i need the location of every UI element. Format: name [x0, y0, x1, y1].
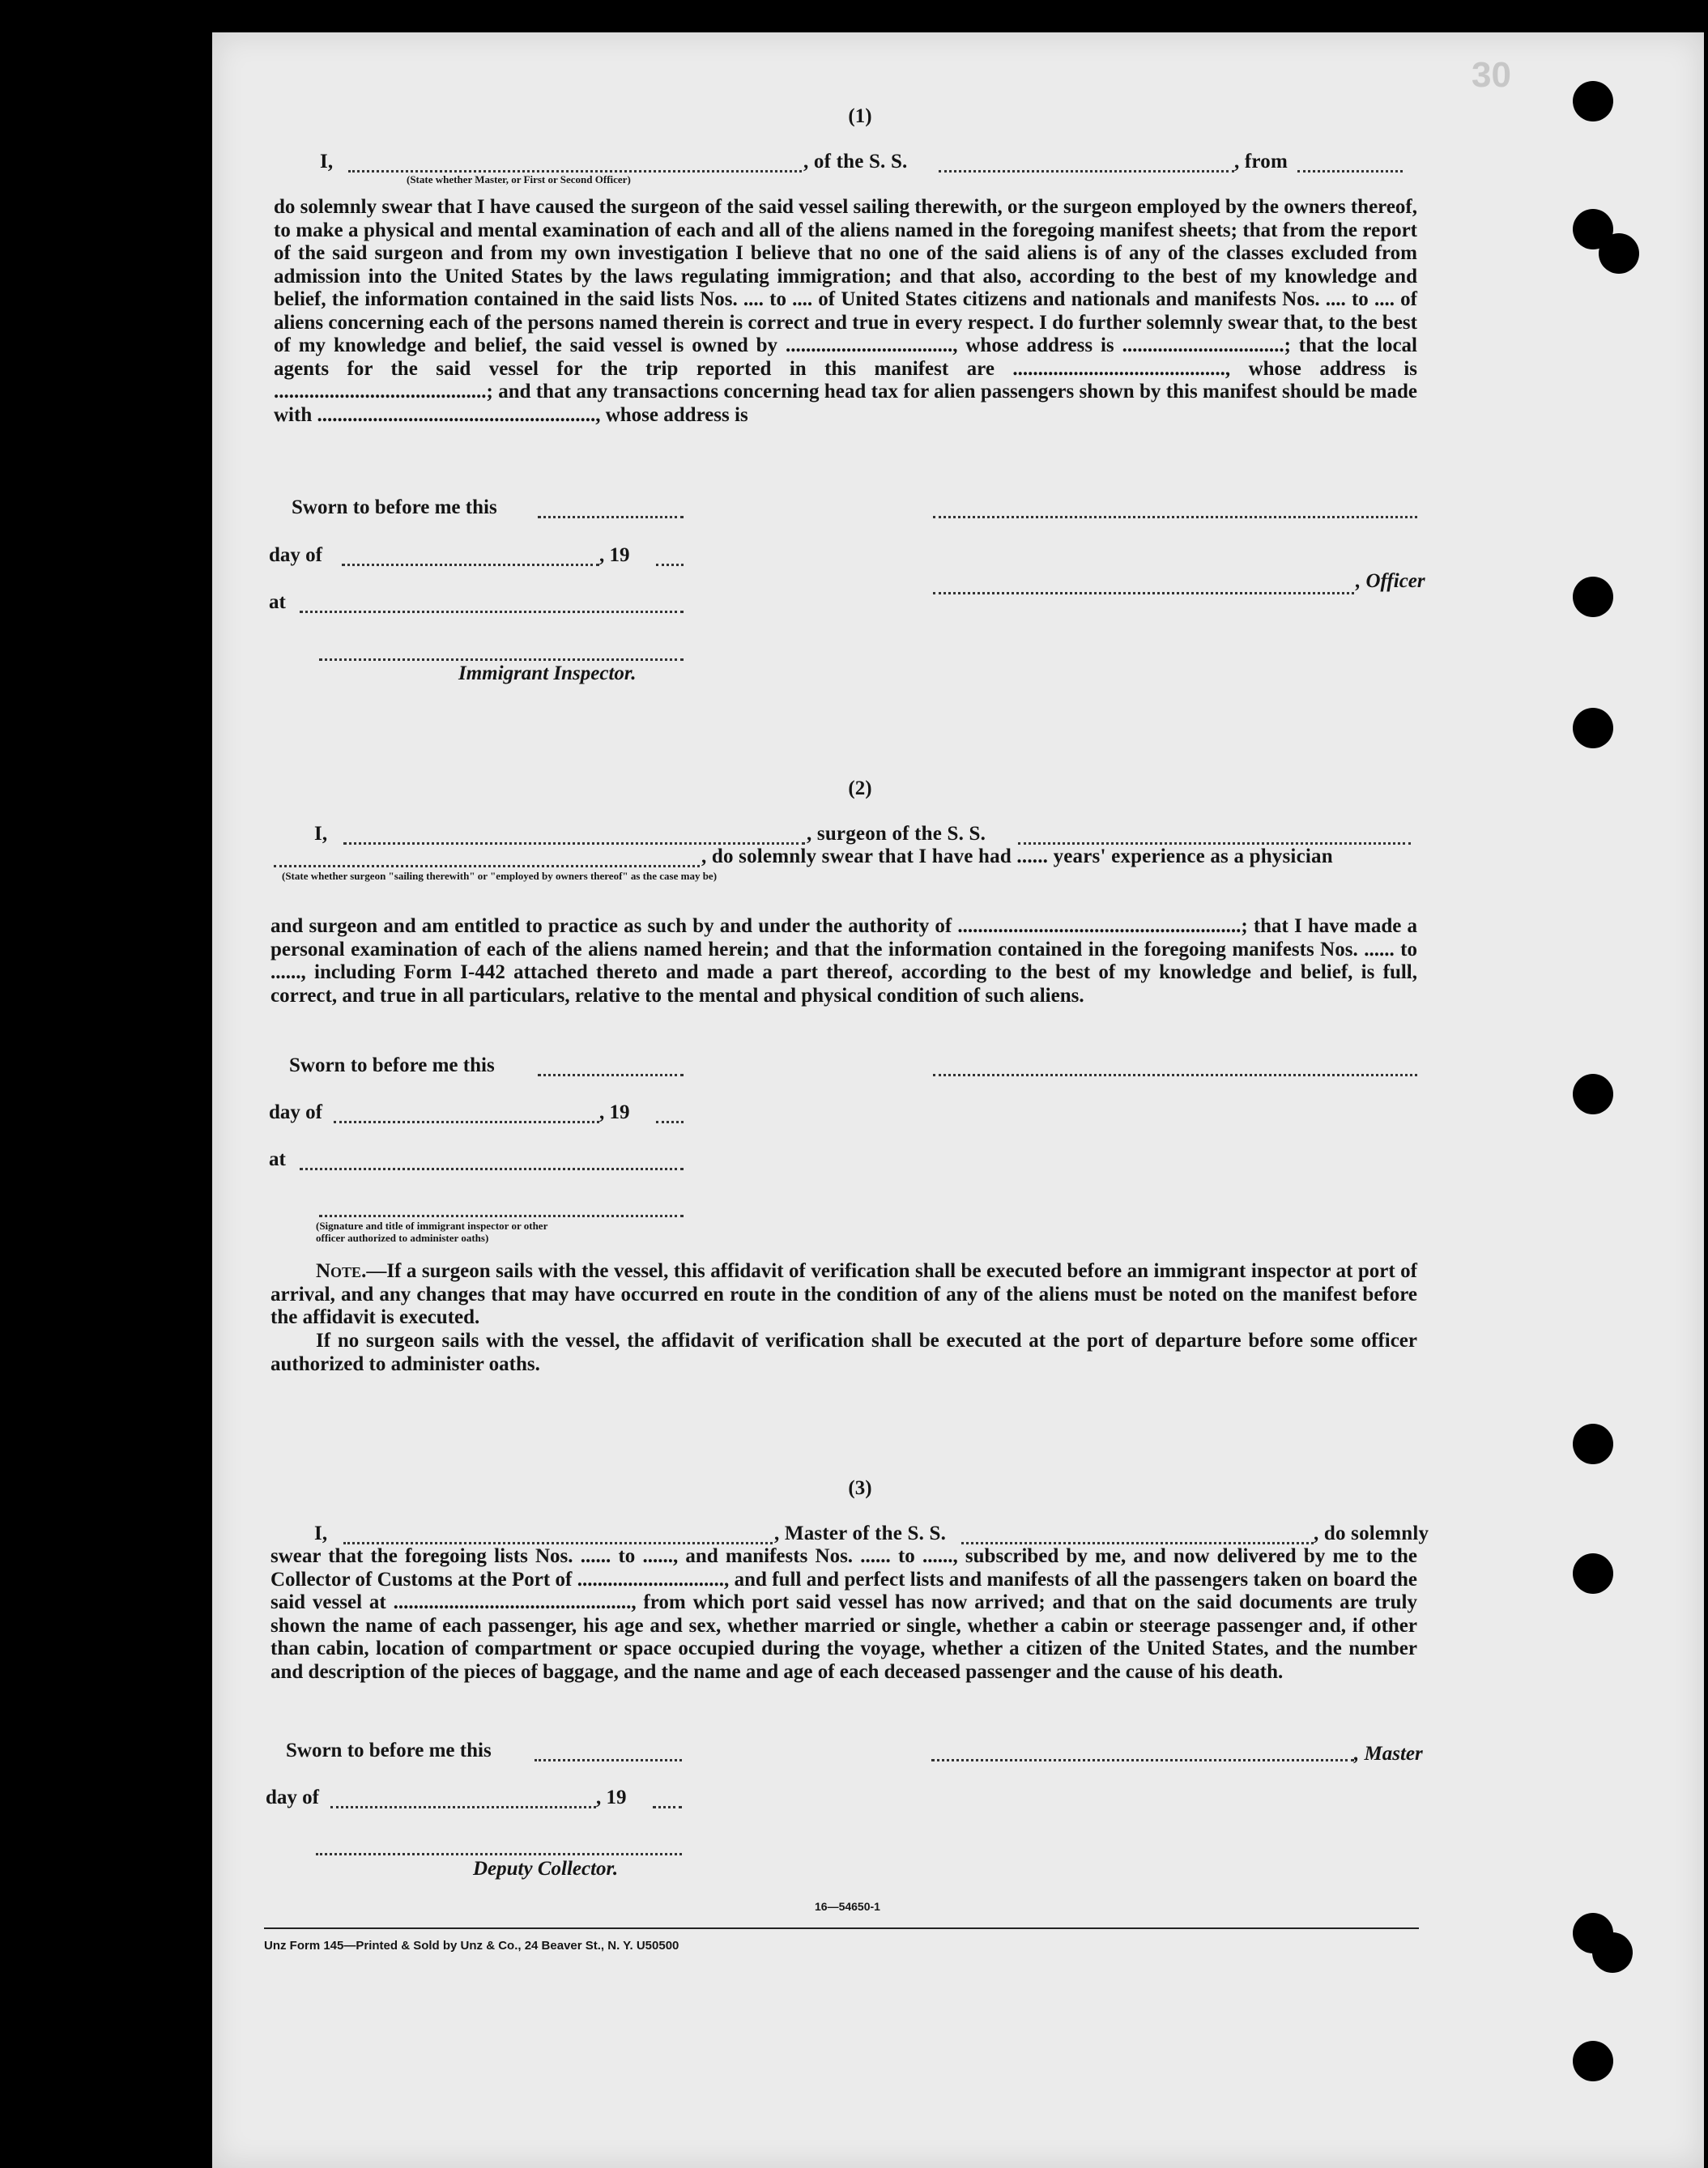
section-3-solemnly-label: , do solemnly [1314, 1523, 1429, 1544]
surgeon-signature-line[interactable] [933, 1074, 1417, 1076]
section-2-experience-line: , do solemnly swear that I have had ...... years' experience as a physician [701, 845, 1333, 867]
section-3-year-blank[interactable] [653, 1806, 682, 1808]
binder-hole [1573, 708, 1613, 748]
section-1-vessel-label: , of the S. S. [803, 151, 908, 173]
officer-title-note: (State whether Master, or First or Second Officer) [407, 173, 631, 185]
section-3-sworn-label: Sworn to before me this [286, 1740, 492, 1761]
section-2-at-label: at [269, 1148, 286, 1170]
section-1-from-label: , from [1234, 151, 1288, 173]
section-3-sworn-blank[interactable] [535, 1759, 682, 1761]
section-2-day-blank[interactable] [334, 1121, 599, 1123]
departure-port-blank[interactable] [1297, 170, 1403, 173]
section-2-day-label: day of [269, 1101, 322, 1123]
officer-title-blank[interactable] [348, 170, 802, 173]
binder-hole [1573, 81, 1613, 121]
master-name-blank[interactable] [343, 1542, 773, 1544]
master-signature-line[interactable] [931, 1759, 1354, 1761]
section-3-oath-start: I, [314, 1523, 328, 1544]
section-2-oath-body: and surgeon and am entitled to practice as such by and under the authority of ........................................................; that I have made a personal examination of each of the aliens named herein; and that the information contained in the foregoing manifests Nos. ...... to ......, including Form I-442 attached thereto and made a part thereof, according to the best of my knowledge and belief, is full, correct, and true in all particulars, relative to the mental and physical condition of such aliens. [270, 915, 1417, 1007]
vessel-name-blank[interactable] [939, 170, 1234, 173]
section-1-oath-start: I, [320, 151, 334, 173]
section-1-sworn-blank[interactable] [538, 516, 684, 518]
section-1-year-label: , 19 [599, 544, 630, 566]
section-2-oath-start: I, [314, 823, 328, 845]
officer-signature-line-2[interactable] [933, 592, 1354, 594]
inspector-signature-line[interactable] [319, 658, 684, 661]
section-2-sworn-label: Sworn to before me this [289, 1054, 495, 1076]
section-1-day-blank[interactable] [342, 564, 599, 566]
section-2-year-label: , 19 [599, 1101, 630, 1123]
section-1-at-blank[interactable] [300, 611, 684, 613]
section-1-year-blank[interactable] [656, 564, 684, 566]
collector-caption: Deputy Collector. [473, 1858, 619, 1880]
inspector-caption: Immigrant Inspector. [458, 662, 637, 684]
section-2-year-blank[interactable] [656, 1121, 684, 1123]
surgeon-status-note: (State whether surgeon "sailing therewith" or "employed by owners thereof" as the case may be) [282, 870, 718, 882]
note-label: Note. [316, 1260, 367, 1282]
section-3-oath-body: swear that the foregoing lists Nos. ...... to ......, and manifests Nos. ...... to ......, subscribed by me, and now delivered by me to the Collector of Customs at the Port of ............................., and full and perfect lists and manifests of all the passengers taken on board the said vessel at ..............................................., from which port said vessel has now arrived; and that on the said documents are truly shown the name of each passenger, his age and sex, whether married or single, whether a cabin or steerage passenger and, if other than cabin, location of compartment or space occupied during the voyage, whether a citizen of the United States, and the number and description of the pieces of baggage, and the name and age of each deceased passenger and the cause of his death. [270, 1545, 1417, 1683]
section-1-at-label: at [269, 591, 286, 613]
section-2-sworn-blank[interactable] [538, 1074, 684, 1076]
section-3-number: (3) [848, 1477, 872, 1499]
officer-caption: , Officer [1356, 570, 1425, 592]
document-page [212, 32, 1704, 2168]
binder-hole [1599, 233, 1639, 274]
section-3-vessel-label: , Master of the S. S. [774, 1523, 947, 1544]
section-1-number: (1) [848, 105, 872, 127]
section-3-year-label: , 19 [596, 1787, 627, 1808]
binder-hole [1573, 2041, 1613, 2081]
collector-signature-line[interactable] [316, 1853, 682, 1855]
binder-hole [1573, 1074, 1613, 1114]
form-code: 16—54650-1 [815, 1900, 880, 1913]
surgeon-status-blank[interactable] [274, 865, 700, 867]
section-1-day-label: day of [269, 544, 322, 566]
note-text: —If a surgeon sails with the vessel, this affidavit of verification shall be executed before an immigrant inspector at port of arrival, and any changes that may have occurred en route in the condition of any of the aliens must be noted on the manifest before the affidavit is executed. [270, 1260, 1417, 1328]
officer-signature-line-1[interactable] [933, 516, 1417, 518]
page-number: 30 [1472, 55, 1511, 95]
section-2-vessel-blank[interactable] [1018, 842, 1411, 845]
section-2-signature-note: (Signature and title of immigrant inspector or other officer authorized to administer oaths) [316, 1220, 548, 1244]
footer-rule [264, 1927, 1419, 1929]
binder-hole [1573, 1553, 1613, 1594]
binder-hole [1573, 577, 1613, 617]
master-caption: , Master [1354, 1743, 1423, 1765]
section-3-day-label: day of [266, 1787, 319, 1808]
section-2-at-blank[interactable] [300, 1168, 684, 1170]
section-1-oath-body: do solemnly swear that I have caused the surgeon of the said vessel sailing therewith, or the surgeon employed by the owners thereof, to make a physical and mental examination of each and all of the aliens named in the foregoing manifest sheets; that from the report of the said surgeon and from my own investigation I believe that no one of the said aliens is of any of the classes excluded from admission into the United States by the laws regulating immigration; and that also, according to the best of my knowledge and belief, the information contained in the said lists Nos. .... to .... of United States citizens and nationals and manifests Nos. .... to .... of aliens concerning each of the persons named therein is correct and true in every respect. I do further solemnly swear that, to the best of my knowledge and belief, the said vessel is owned by ................................., whose address is ................................; that the local agents for the said vessel for the trip reported in this manifest are .........................................., whose address is ..........................................; and that any transactions concerning head tax for alien passengers shown by this manifest should be made with ......................................................., whose address is [274, 196, 1417, 426]
section-1-sworn-label: Sworn to before me this [292, 496, 497, 518]
section-2-vessel-label: , surgeon of the S. S. [807, 823, 986, 845]
section-2-signature-line[interactable] [319, 1215, 684, 1217]
binder-hole [1592, 1932, 1633, 1973]
binder-hole [1573, 1424, 1613, 1464]
section-2-note-1 [270, 1260, 1417, 1328]
printer-footer: Unz Form 145—Printed & Sold by Unz & Co., 24 Beaver St., N. Y. U50500 [264, 1939, 679, 1953]
section-3-vessel-blank[interactable] [961, 1542, 1314, 1544]
section-3-day-blank[interactable] [330, 1806, 596, 1808]
section-2-note-2: If no surgeon sails with the vessel, the affidavit of verification shall be executed at the port of departure before some officer authorized to administer oaths. [270, 1330, 1417, 1375]
section-2-number: (2) [848, 777, 872, 799]
surgeon-name-blank[interactable] [343, 842, 805, 845]
